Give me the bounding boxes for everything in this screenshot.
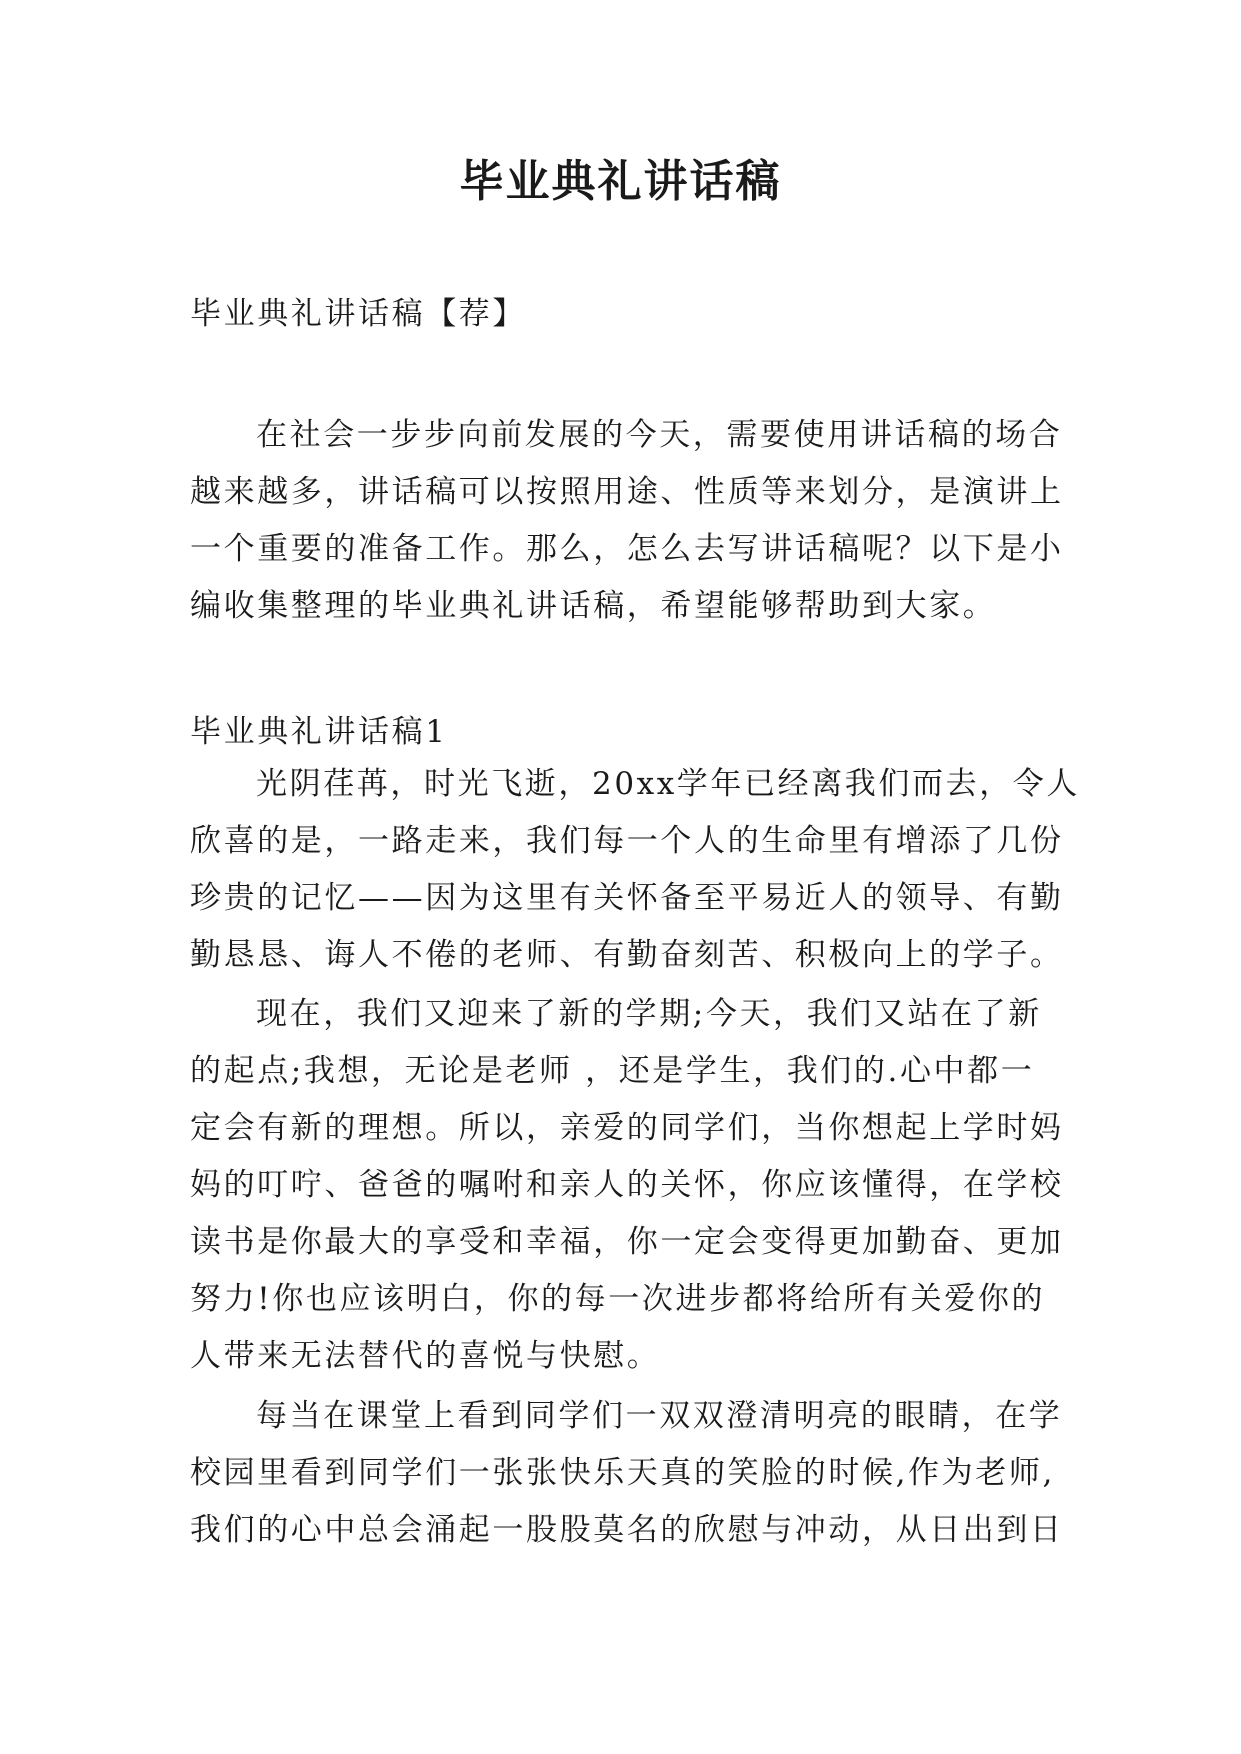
speech-paragraph-1 bbox=[190, 756, 1080, 984]
paragraph-line: 编收集整理的毕业典礼讲话稿，希望能够帮助到大家。 bbox=[190, 588, 997, 624]
paragraph-line: 在社会一步步向前发展的今天，需要使用讲话稿的场合 bbox=[256, 417, 1063, 453]
speech-paragraph-3 bbox=[190, 1388, 1064, 1559]
paragraph-line: 我们的心中总会涌起一股股莫名的欣慰与冲动，从日出到日 bbox=[190, 1512, 1064, 1548]
document-title: 毕业典礼讲话稿 bbox=[459, 156, 782, 207]
paragraph-line: 妈的叮咛、爸爸的嘱咐和亲人的关怀，你应该懂得，在学校 bbox=[190, 1167, 1064, 1203]
paragraph-line: 珍贵的记忆——因为这里有关怀备至平易近人的领导、有勤 bbox=[190, 880, 1064, 916]
paragraph-line: 定会有新的理想。所以，亲爱的同学们，当你想起上学时妈 bbox=[190, 1110, 1064, 1146]
paragraph-line: 努力!你也应该明白，你的每一次进步都将给所有关爱你的 bbox=[190, 1281, 1046, 1317]
paragraph-line: 每当在课堂上看到同学们一双双澄清明亮的眼睛，在学 bbox=[256, 1398, 1063, 1434]
paragraph-line: 光阴荏苒，时光飞逝，20xx学年已经离我们而去，令人 bbox=[256, 766, 1081, 802]
document-subtitle: 毕业典礼讲话稿【荐】 bbox=[190, 296, 526, 332]
paragraph-line: 一个重要的准备工作。那么，怎么去写讲话稿呢？以下是小 bbox=[190, 531, 1064, 567]
paragraph-line: 读书是你最大的享受和幸福，你一定会变得更加勤奋、更加 bbox=[190, 1224, 1064, 1260]
intro-paragraph bbox=[190, 407, 1064, 635]
paragraph-line: 现在，我们又迎来了新的学期;今天，我们又站在了新 bbox=[256, 996, 1042, 1032]
paragraph-line: 校园里看到同学们一张张快乐天真的笑脸的时候,作为老师, bbox=[190, 1455, 1055, 1491]
paragraph-line: 人带来无法替代的喜悦与快慰。 bbox=[190, 1338, 661, 1374]
paragraph-line: 的起点;我想，无论是老师 ，还是学生，我们的.心中都一 bbox=[190, 1053, 1035, 1089]
speech-paragraph-2 bbox=[190, 986, 1064, 1385]
section-heading: 毕业典礼讲话稿1 bbox=[190, 714, 448, 750]
paragraph-line: 勤恳恳、诲人不倦的老师、有勤奋刻苦、积极向上的学子。 bbox=[190, 937, 1064, 973]
paragraph-line: 越来越多，讲话稿可以按照用途、性质等来划分，是演讲上 bbox=[190, 474, 1064, 510]
paragraph-line: 欣喜的是，一路走来，我们每一个人的生命里有增添了几份 bbox=[190, 823, 1064, 859]
